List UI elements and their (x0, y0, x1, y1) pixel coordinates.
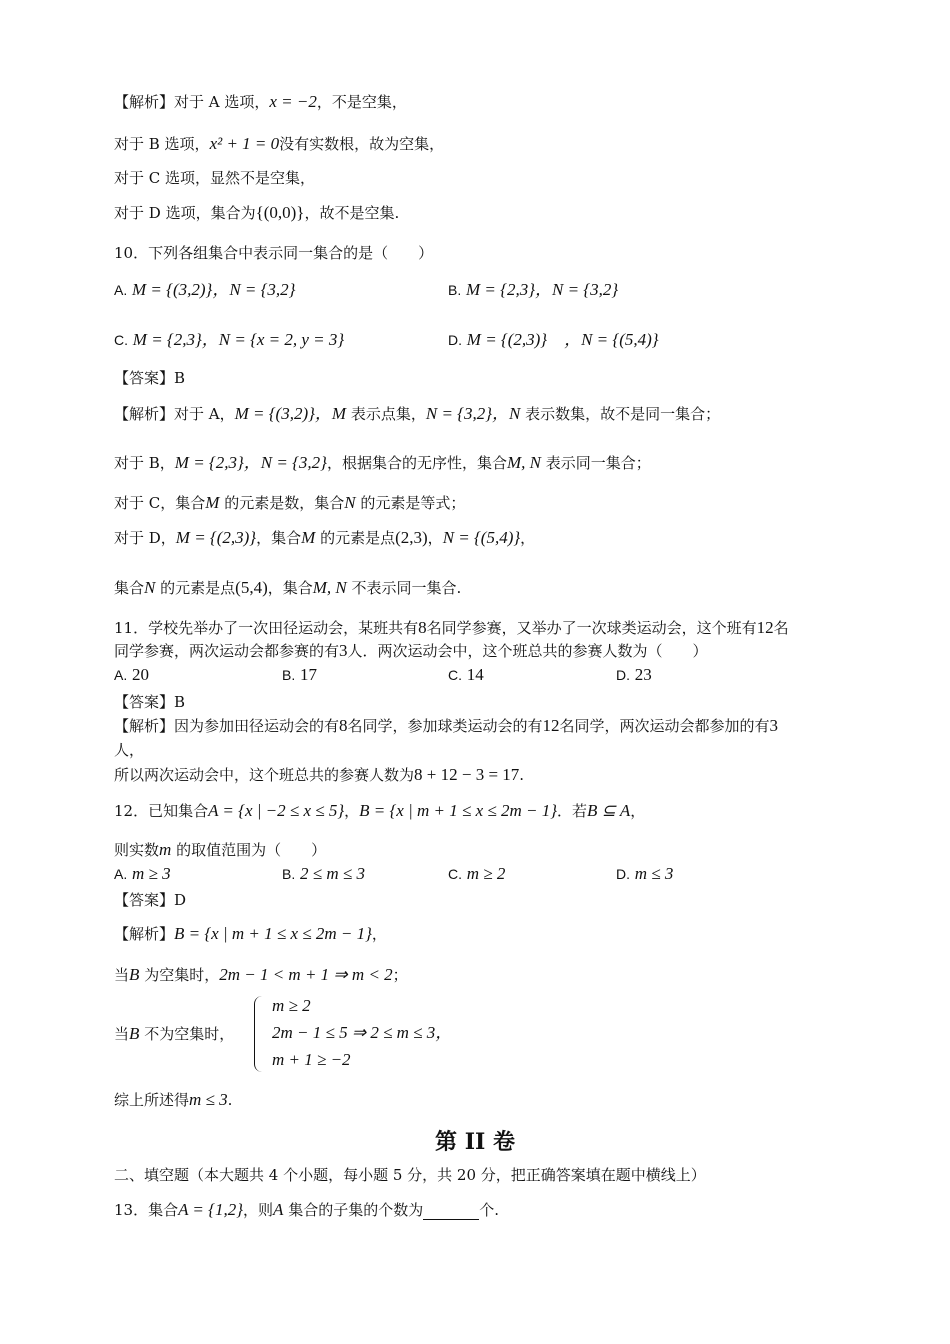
q10-explanation: 集合N 的元素是点(5,4)，集合M, N 不表示同一集合. (114, 578, 462, 597)
q12-explanation: 【解析】B = {x | m + 1 ≤ x ≤ 2m − 1}， (114, 924, 387, 943)
system-row: 2m − 1 ≤ 5 ⇒ 2 ≤ m ≤ 3， (272, 1023, 453, 1042)
question-12-stem: 12．已知集合A = {x | −2 ≤ x ≤ 5}，B = {x | m + 1 ≤ x ≤ 2m − 1}．若B ⊆ A， (114, 801, 646, 820)
question-13-stem: 13．集合A = {1,2}，则A 集合的子集的个数为 个. (114, 1200, 499, 1219)
q12-explanation: 综上所述得m ≤ 3. (114, 1090, 233, 1109)
q11-explanation: 【解析】因为参加田径运动会的有8名同学，参加球类运动会的有12名同学，两次运动会都参加的有3 (114, 716, 779, 735)
section-heading: 二、填空题（本大题共 4 个小题，每小题 5 分，共 20 分，把正确答案填在题中横线上） (114, 1166, 706, 1184)
q11-option-a: A. 20 (114, 665, 150, 684)
system-row: m ≥ 2 (272, 996, 311, 1015)
q12-answer: 【答案】D (114, 891, 187, 909)
q10-option-a: A. M = {(3,2)}，N = {3,2} (114, 280, 296, 299)
q11-explanation: 所以两次运动会中，这个班总共的参赛人数为8 + 12 − 3 = 17. (114, 765, 525, 784)
answer-blank[interactable] (423, 1204, 479, 1220)
q11-option-d: D. 23 (616, 665, 652, 684)
q10-option-c: C. M = {2,3}，N = {x = 2, y = 3} (114, 330, 345, 349)
question-11-stem: 11．学校先举办了一次田径运动会，某班共有8名同学参赛，又举办了一次球类运动会，这个班有12名 (114, 618, 789, 637)
q12-explanation: 当B 为空集时，2m − 1 < m + 1 ⇒ m < 2； (114, 965, 408, 984)
q10-explanation: 【解析】对于 A，M = {(3,2)}，M 表示点集，N = {3,2}，N 表示数集，故不是同一集合； (114, 404, 721, 423)
q10-explanation: 对于 C，集合M 的元素是数，集合N 的元素是等式； (114, 493, 466, 512)
q12-option-d: D. m ≤ 3 (616, 864, 674, 883)
explanation-line: 对于 D 选项，集合为{(0,0)}，故不是空集. (114, 203, 400, 222)
q12-option-a: A. m ≥ 3 (114, 864, 171, 883)
q11-explanation: 人， (114, 741, 145, 759)
q10-option-b: B. M = {2,3}，N = {3,2} (448, 280, 619, 299)
question-10-stem: 10．下列各组集合中表示同一集合的是（ ） (114, 244, 434, 262)
q10-explanation: 对于 B，M = {2,3}，N = {3,2}，根据集合的无序性，集合M, N 表示同一集合； (114, 453, 651, 472)
q11-answer: 【答案】B (114, 693, 186, 711)
question-12-stem: 则实数m 的取值范围为（ ） (114, 840, 327, 859)
q10-option-d: D. M = {(2,3)} ，N = {(5,4)} (448, 330, 659, 349)
q12-option-b: B. 2 ≤ m ≤ 3 (282, 864, 365, 883)
q12-option-c: C. m ≥ 2 (448, 864, 506, 883)
explanation-line: 对于 B 选项，x² + 1 = 0没有实数根，故为空集， (114, 134, 445, 153)
q11-option-c: C. 14 (448, 665, 484, 684)
q12-explanation: 当B 不为空集时， (114, 1024, 235, 1043)
q10-answer: 【答案】B (114, 369, 186, 387)
question-11-stem: 同学参赛，两次运动会都参赛的有3人．两次运动会中，这个班总共的参赛人数为（ ） (114, 641, 708, 660)
part-title: 第 II 卷 (435, 1129, 515, 1155)
system-row: m + 1 ≥ −2 (272, 1050, 351, 1069)
explanation-line: 【解析】对于 A 选项，x = −2，不是空集， (114, 92, 407, 111)
system-brace (254, 996, 265, 1072)
q11-option-b: B. 17 (282, 665, 318, 684)
explanation-line: 对于 C 选项，显然不是空集， (114, 169, 316, 187)
q10-explanation: 对于 D，M = {(2,3)}，集合M 的元素是点(2,3)，N = {(5,4)}， (114, 528, 536, 547)
